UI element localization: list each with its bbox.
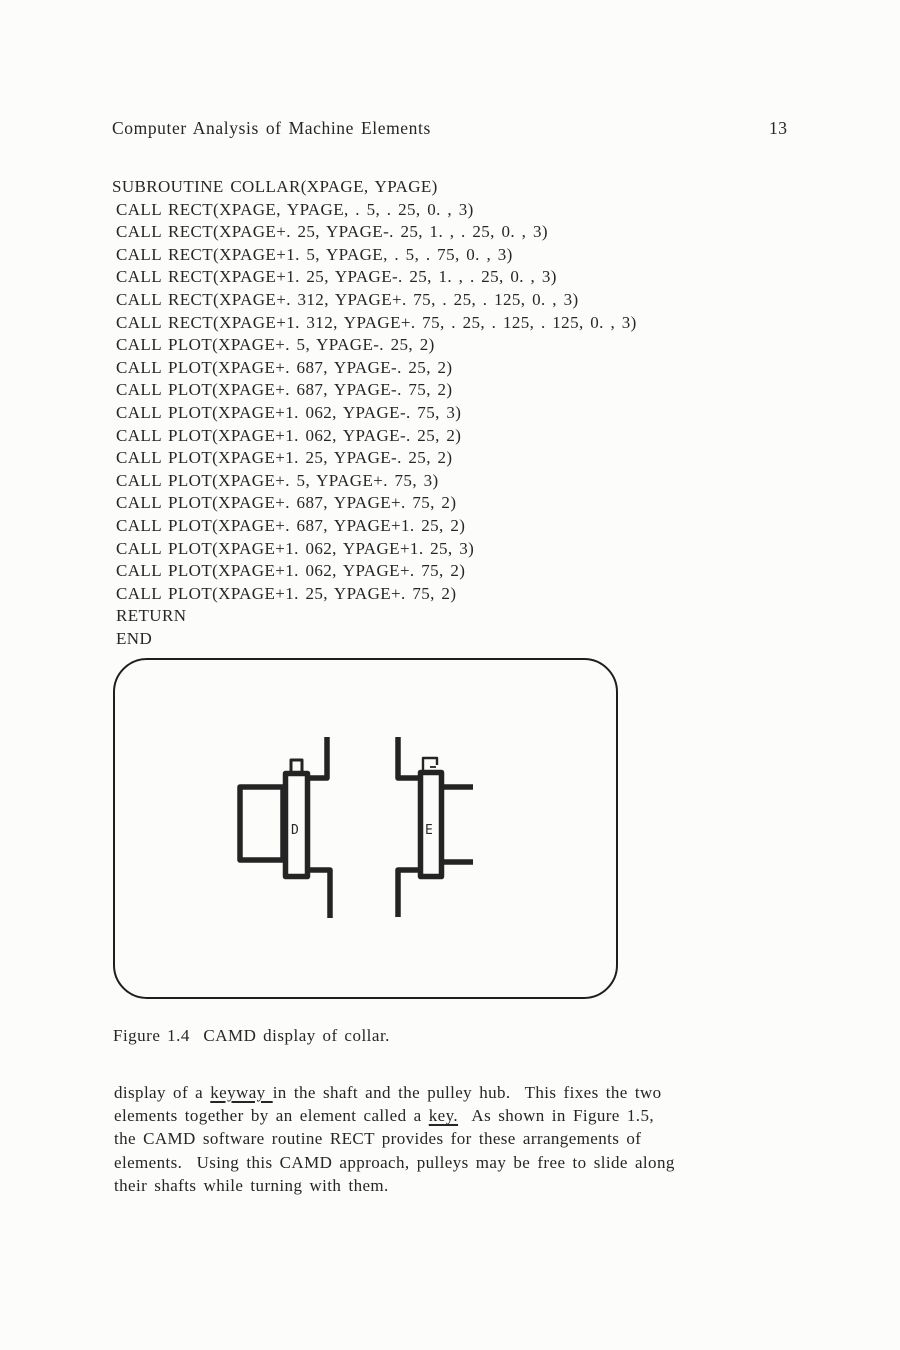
code-line: CALL PLOT(XPAGE+. 5, YPAGE-. 25, 2) — [116, 335, 435, 355]
code-line: CALL PLOT(XPAGE+. 687, YPAGE-. 75, 2) — [116, 380, 453, 400]
paragraph-line: the CAMD software routine RECT provides for these arrangements of — [114, 1129, 642, 1149]
running-header-title: Computer Analysis of Machine Elements — [112, 118, 431, 138]
code-line: CALL PLOT(XPAGE+1. 25, YPAGE-. 25, 2) — [116, 448, 453, 468]
code-line: END — [116, 628, 153, 648]
code-line: CALL PLOT(XPAGE+. 5, YPAGE+. 75, 3) — [116, 470, 439, 490]
code-line: CALL PLOT(XPAGE+. 687, YPAGE-. 25, 2) — [116, 357, 453, 377]
shaft-step-line-bottom-left-e — [398, 870, 420, 917]
code-listing — [112, 176, 637, 650]
collar-label-e: E — [424, 822, 433, 838]
code-line: CALL PLOT(XPAGE+1. 25, YPAGE+. 75, 2) — [116, 583, 457, 603]
code-line: CALL RECT(XPAGE+. 25, YPAGE-. 25, 1. , . 25, 0. , 3) — [116, 222, 548, 242]
code-line: CALL PLOT(XPAGE+. 687, YPAGE+1. 25, 2) — [116, 515, 466, 535]
figure-caption: Figure 1.4 CAMD display of collar. — [113, 1026, 390, 1045]
code-line: CALL RECT(XPAGE+1. 312, YPAGE+. 75, . 25, . 125, . 125, 0. , 3) — [116, 312, 637, 332]
code-line: RETURN — [116, 606, 187, 626]
code-line: CALL PLOT(XPAGE+1. 062, YPAGE+. 75, 2) — [116, 561, 466, 581]
collar-label-d: D — [290, 822, 299, 838]
code-line: SUBROUTINE COLLAR(XPAGE, YPAGE) — [112, 177, 438, 196]
code-line: CALL PLOT(XPAGE+1. 062, YPAGE-. 25, 2) — [116, 425, 462, 445]
figure-display-frame — [113, 658, 618, 999]
code-line: CALL PLOT(XPAGE+. 687, YPAGE+. 75, 2) — [116, 493, 457, 513]
paragraph-line: display of a keyway in the shaft and the pulley hub. This fixes the two — [114, 1083, 662, 1102]
code-line: CALL RECT(XPAGE, YPAGE, . 5, . 25, 0. , 3) — [116, 199, 474, 219]
code-line: CALL RECT(XPAGE+1. 25, YPAGE-. 25, 1. , . 25, 0. , 3) — [116, 267, 557, 287]
code-line: CALL RECT(XPAGE+1. 5, YPAGE, . 5, . 75, 0. , 3) — [116, 244, 513, 264]
paragraph-line: elements. Using this CAMD approach, pulleys may be free to slide along — [114, 1152, 675, 1172]
body-paragraph — [114, 1081, 675, 1197]
shaft-step-line-bottom-right-d — [308, 870, 330, 918]
paragraph-line: elements together by an element called a key. As shown in Figure 1.5, — [114, 1106, 655, 1126]
code-line: CALL PLOT(XPAGE+1. 062, YPAGE+1. 25, 3) — [116, 538, 475, 558]
hub-rect-d — [240, 787, 283, 860]
page-number: 13 — [769, 118, 788, 138]
code-line: CALL RECT(XPAGE+. 312, YPAGE+. 75, . 25, . 125, 0. , 3) — [116, 289, 579, 309]
paragraph-line: their shafts while turning with them. — [114, 1175, 389, 1195]
code-line: CALL PLOT(XPAGE+1. 062, YPAGE-. 75, 3) — [116, 402, 462, 422]
shaft-step-line-top-left-e — [398, 737, 420, 778]
shaft-step-line-top-right-d — [308, 737, 327, 778]
collar-diagram — [113, 658, 618, 999]
